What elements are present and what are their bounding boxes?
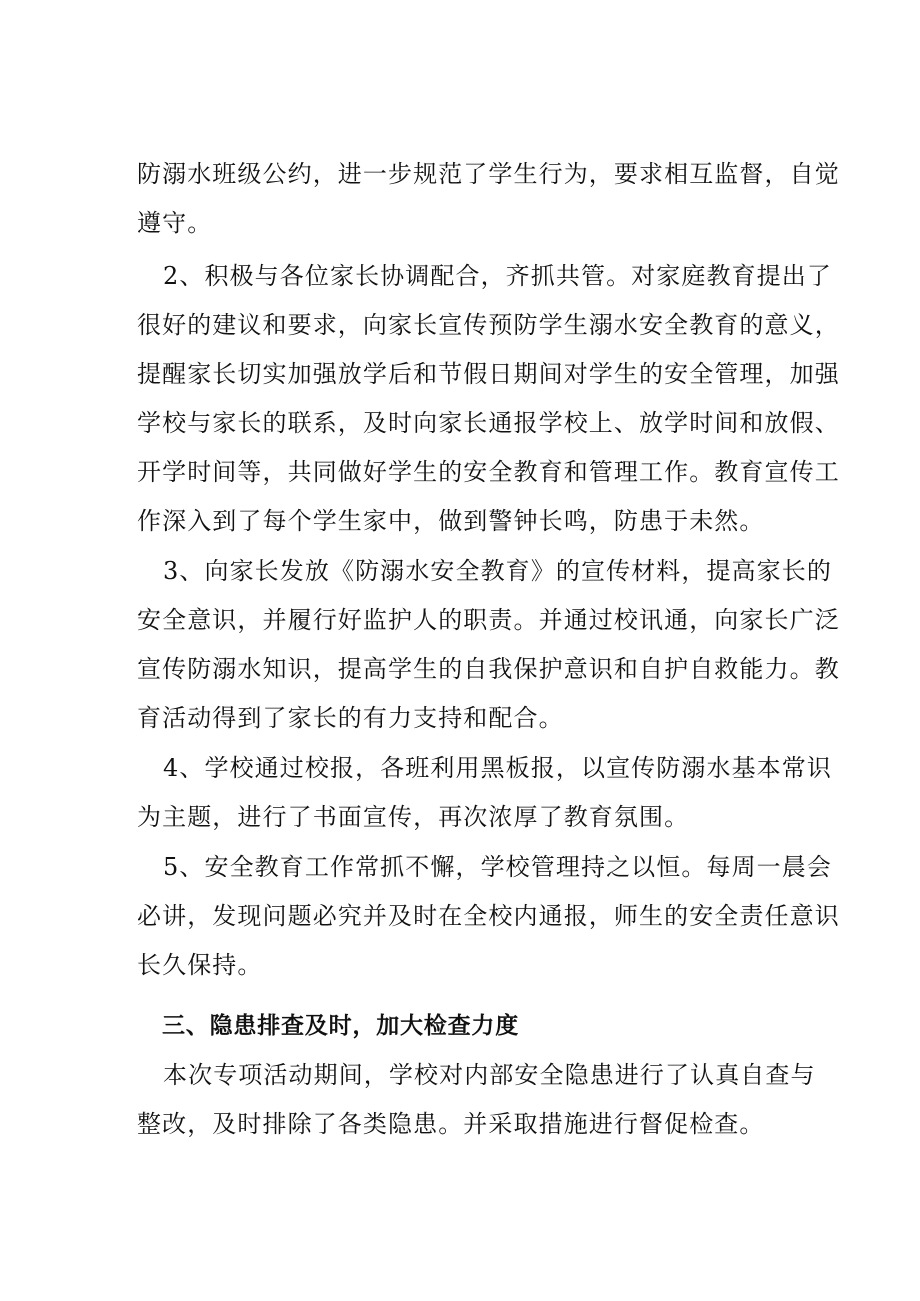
list-item-3-line: 3、向家长发放《防溺水安全教育》的宣传材料，提高家长的 <box>163 557 832 585</box>
paragraph-line: 必讲，发现问题必究并及时在全校内通报，师生的安全责任意识 <box>137 902 840 930</box>
paragraph-line: 整改，及时排除了各类隐患。并采取措施进行督促检查。 <box>137 1110 765 1138</box>
list-item-2-line: 2、积极与各位家长协调配合，齐抓共管。对家庭教育提出了 <box>163 262 832 290</box>
paragraph-line: 为主题，进行了书面宣传，再次浓厚了教育氛围。 <box>137 803 690 831</box>
paragraph-line: 提醒家长切实加强放学后和节假日期间对学生的安全管理，加强 <box>137 360 840 388</box>
paragraph-line: 开学时间等，共同做好学生的安全教育和管理工作。教育宣传工 <box>137 458 840 486</box>
paragraph-line: 育活动得到了家长的有力支持和配合。 <box>137 704 564 732</box>
section-heading: 三、隐患排查及时，加大检查力度 <box>162 1013 519 1039</box>
list-item-5-line: 5、安全教育工作常抓不懈，学校管理持之以恒。每周一晨会 <box>163 853 832 881</box>
paragraph-line: 作深入到了每个学生家中，做到警钟长鸣，防患于未然。 <box>137 507 765 535</box>
list-item-4-line: 4、学校通过校报，各班利用黑板报，以宣传防溺水基本常识 <box>163 754 832 782</box>
paragraph-line: 很好的建议和要求，向家长宣传预防学生溺水安全教育的意义， <box>137 311 840 339</box>
paragraph-line: 防溺水班级公约，进一步规范了学生行为，要求相互监督，自觉 <box>137 160 840 188</box>
paragraph-line: 安全意识，并履行好监护人的职责。并通过校讯通，向家长广泛 <box>137 606 840 634</box>
paragraph-line: 宣传防溺水知识，提高学生的自我保护意识和自护自救能力。教 <box>137 655 840 683</box>
paragraph-line: 长久保持。 <box>137 951 263 979</box>
paragraph-line: 本次专项活动期间，学校对内部安全隐患进行了认真自查与 <box>163 1061 816 1089</box>
paragraph-line: 遵守。 <box>137 209 213 237</box>
paragraph-line: 学校与家长的联系，及时向家长通报学校上、放学时间和放假、 <box>137 409 840 437</box>
